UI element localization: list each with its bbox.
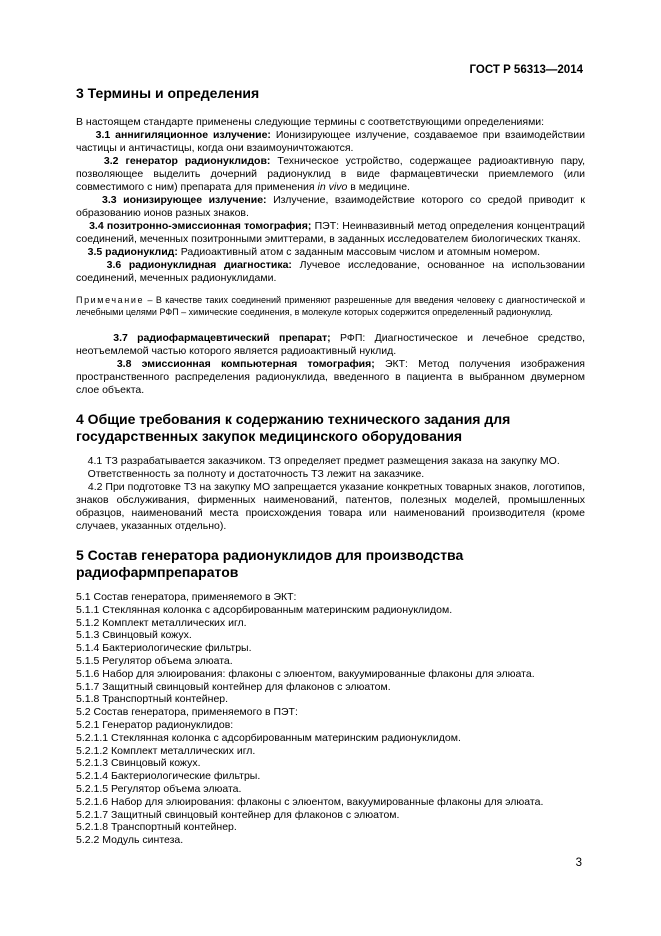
term-3-2-definition-a: Техническое устройство, содержащее радиоактивную пару, позволяющее выделить дочерний радионуклид в виде фармацевтически приемлемого (или совместимого с ним) препарата для применения [76, 155, 586, 193]
term-3-7 [76, 332, 585, 358]
document-header-standard: ГОСТ Р 56313—2014 [469, 64, 583, 76]
term-3-3-name: 3.3 ионизирующее излучение: [102, 194, 267, 206]
term-3-5-definition: Радиоактивный атом с заданным массовым числом и атомным номером. [177, 246, 541, 258]
term-3-8-name: 3.8 эмиссионная компьютерная томография; [116, 358, 375, 370]
term-3-2-name: 3.2 генератор радионуклидов: [103, 155, 271, 167]
list-item: 5.2.1.3 Свинцовый кожух. [76, 757, 201, 770]
term-3-3 [76, 194, 585, 220]
term-3-6-definition: Лучевое исследование, основанное на использовании соединений, меченных радионуклидами. [76, 259, 585, 284]
section-5-title: 5 Состав генератора радионуклидов для производства радиофармпрепаратов [76, 547, 464, 580]
list-item: 5.2.1.6 Набор для элюирования: флаконы с элюентом, вакуумированные флаконы для элюата. [76, 795, 544, 808]
term-3-1-name: 3.1 аннигиляционное излучение: [95, 129, 271, 141]
term-3-5 [76, 246, 585, 259]
list-item: 5.1.8 Транспортный контейнер. [76, 693, 229, 706]
list-item: 5.2.1.4 Бактериологические фильтры. [76, 770, 261, 783]
section-4-paragraph-3 [76, 481, 585, 533]
term-3-1-definition: Ионизирующее излучение, создаваемое при взаимодействии частицы и античастицы, когда они взаимоуничтожаются. [76, 129, 585, 154]
list-item: 5.2 Состав генератора, применяемого в ПЭТ: [76, 706, 298, 719]
term-3-8 [76, 358, 585, 397]
list-item: 5.1.4 Бактериологические фильтры. [76, 642, 252, 655]
list-item: 5.1.2 Комплект металлических игл. [76, 616, 247, 629]
term-3-6 [76, 259, 585, 285]
term-3-4 [76, 220, 585, 246]
section-5-list [76, 591, 585, 847]
list-item: 5.1.3 Свинцовый кожух. [76, 629, 192, 642]
list-item: 5.2.2 Модуль синтеза. [76, 834, 184, 847]
term-3-3-definition: Излучение, взаимодействие которого со средой приводит к образованию ионов разных знаков. [76, 194, 585, 219]
section-4-paragraph-1-text: 4.1 ТЗ разрабатывается заказчиком. ТЗ определяет предмет размещения заказа на закупку МО. [87, 455, 560, 467]
section-4-paragraph-3-text: 4.2 При подготовке ТЗ на закупку МО запрещается указание конкретных товарных знаков, логотипов, знаков обслуживания, фирменных наименований, патентов, полезных моделей, промышленных образцов, наименований места происхождения товара или наименований производителя (кроме случаев, указанных отдельно). [76, 481, 585, 532]
term-3-6-name: 3.6 радионуклидная диагностика: [106, 259, 292, 271]
term-3-4-name: 3.4 позитронно-эмиссионная томография; [89, 220, 312, 232]
term-3-8-definition: ЭКТ: Метод получения изображения пространственного распределения радионуклида, введенного в пациента в выбранном двумерном слое объекта. [76, 358, 585, 396]
list-item: 5.2.1.8 Транспортный контейнер. [76, 821, 237, 834]
term-3-2-definition-italic: in vivo [317, 181, 348, 193]
term-3-7-definition: РФП: Диагностическое и лечебное средство, неотъемлемой частью которого является радиоактивный нуклид. [76, 332, 585, 357]
list-item: 5.1.5 Регулятор объема элюата. [76, 654, 233, 667]
page-body [76, 85, 585, 847]
section-4-title: 4 Общие требования к содержанию технического задания для государственных закупок медицинского оборудования [76, 411, 511, 444]
term-3-5-name: 3.5 радионуклид: [87, 246, 178, 258]
section-4-paragraph-1 [76, 455, 585, 468]
section-3-intro: В настоящем стандарте применены следующие термины с соответствующими определениями: [76, 116, 545, 128]
section-4-paragraph-2 [76, 468, 585, 481]
page-number: 3 [575, 857, 582, 869]
section-3-title: 3 Термины и определения [76, 85, 260, 101]
term-3-2 [76, 155, 585, 194]
term-3-2-definition-b: в медицине. [347, 181, 410, 193]
list-item: 5.1.6 Набор для элюирования: флаконы с элюентом, вакуумированные флаконы для элюата. [76, 667, 535, 680]
term-3-1 [76, 129, 585, 155]
list-item: 5.2.1.5 Регулятор объема элюата. [76, 782, 242, 795]
list-item: 5.2.1 Генератор радионуклидов: [76, 718, 234, 731]
term-3-4-definition: ПЭТ: Неинвазивный метод определения концентраций соединений, меченных позитронными эмиттерами, в заданных исследователем биологических тканях. [76, 220, 585, 245]
list-item: 5.2.1.2 Комплект металлических игл. [76, 744, 256, 757]
list-item: 5.1 Состав генератора, применяемого в ЭКТ: [76, 591, 297, 603]
term-3-7-name: 3.7 радиофармацевтический препарат; [113, 332, 331, 344]
list-item: 5.1.1 Стеклянная колонка с адсорбированным материнским радионуклидом. [76, 603, 453, 616]
note-label: Примечание [76, 295, 145, 305]
list-item: 5.2.1.1 Стеклянная колонка с адсорбированным материнским радионуклидом. [76, 731, 461, 744]
note-text: – В качестве таких соединений применяют разрешенные для введения человеку с диагностической и лечебными целями РФП – химические соединения, в молекуле которых содержится определенный радионуклид. [76, 295, 585, 317]
term-note [76, 295, 585, 318]
section-4-paragraph-2-text: Ответственность за полноту и достаточность ТЗ лежит на заказчике. [87, 468, 425, 480]
list-item: 5.1.7 Защитный свинцовый контейнер для флаконов с элюатом. [76, 680, 391, 693]
list-item: 5.2.1.7 Защитный свинцовый контейнер для флаконов с элюатом. [76, 808, 400, 821]
